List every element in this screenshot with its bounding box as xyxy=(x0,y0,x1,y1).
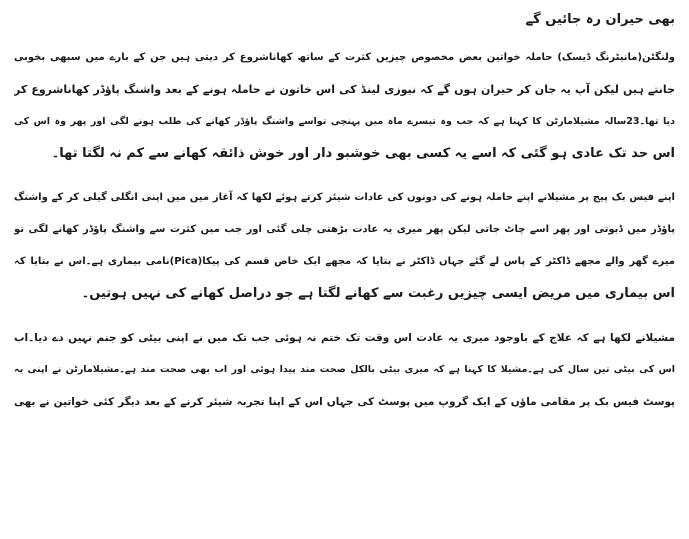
paragraph-3-line-3: پوسٹ فیس بک پر مقامی ماﺅں کے ایک گروپ میں پوسٹ کی جہاں اس کے اپنا تجربہ شیئر کرنے کے بعد دیگر کئی خواتین نے بھی xyxy=(14,396,675,408)
paragraph-2-line-1: اپنے فیس بک پیج پر مشیلانے اپنے حاملہ ہونے کی دونوں کی عادات شیئر کرتے ہوئے لکھا کہ آغاز میں میں اپنی انگلی گیلی کر کے واشنگ xyxy=(14,192,675,203)
paragraph-1-line-3: دیا تھا۔23سالہ مشیلامارٹن کا کہنا ہے کہ جب وہ تیسرے ماہ میں پہنچی تواسے واشنگ پاﺅڈر کھانے کی طلب ہونے لگی اور پھر وہ اس کی xyxy=(14,116,675,127)
paragraph-2-line-3: میرے گھر والے مجھے ڈاکٹر کے پاس لے گئے جہاں ڈاکٹر نے بتایا کہ مجھے ایک خاص قسم کی پیکا(Pica)نامی بیماری ہے۔اس نے بتایا کہ xyxy=(14,256,675,267)
paragraph-2-line-4: اس بیماری میں مریض ایسی چیزیں رغبت سے کھانے لگتا ہے جو دراصل کھانے کی نہیں ہوتیں۔ xyxy=(81,286,675,301)
paragraph-1-line-4: اس حد تک عادی ہو گئی کہ اسے یہ کسی بھی خوشبو دار اور خوش ذائقہ کھانے سے کم نہ لگتا تھا۔ xyxy=(51,146,675,161)
paragraph-spacer xyxy=(14,310,675,322)
paragraph-3-line-2: اس کی بیٹی تین سال کی ہے۔مشیلا کا کہنا ہے کہ میری بیٹی بالکل صحت مند پیدا ہوئی اور اب بھی صحت مند ہے۔مشیلامارٹن نے اپنی یہ xyxy=(14,364,675,375)
paragraph-3-line-1: مشیلانے لکھا ہے کہ علاج کے باوجود میری یہ عادت اس وقت تک ختم نہ ہوئی جب تک میں نے اپنی بیٹی کو جنم نہیں دے دیا۔اب xyxy=(14,332,675,344)
paragraph-spacer xyxy=(14,170,675,182)
paragraph-1 xyxy=(14,42,675,170)
paragraph-2-line-2: پاﺅڈر میں ڈبوتی اور پھر اسے چاٹ جاتی لیکن پھر میری یہ عادت بڑھتی چلی گئی اور جب میں کثرت سے واشنگ پاﺅڈر کھانے لگی تو xyxy=(14,224,675,235)
paragraph-2 xyxy=(14,182,675,310)
paragraph-1-line-1: ولنگٹن(مانیٹرنگ ڈیسک) حاملہ خواتین بعض مخصوص چیزیں کثرت کے ساتھ کھاناشروع کر دیتی ہیں جن کے بارے میں سبھی بخوبی xyxy=(14,52,675,63)
paragraph-1-line-2: جانتے ہیں لیکن آپ یہ جان کر حیران ہوں گے کہ نیوزی لینڈ کی اس خاتون نے حاملہ ہونے کے بعد واشنگ پاﺅڈر کھاناشروع کر xyxy=(14,83,675,96)
paragraph-3 xyxy=(14,322,675,418)
article-heading-line: بھی حیران رہ جائیں گے xyxy=(525,12,675,27)
